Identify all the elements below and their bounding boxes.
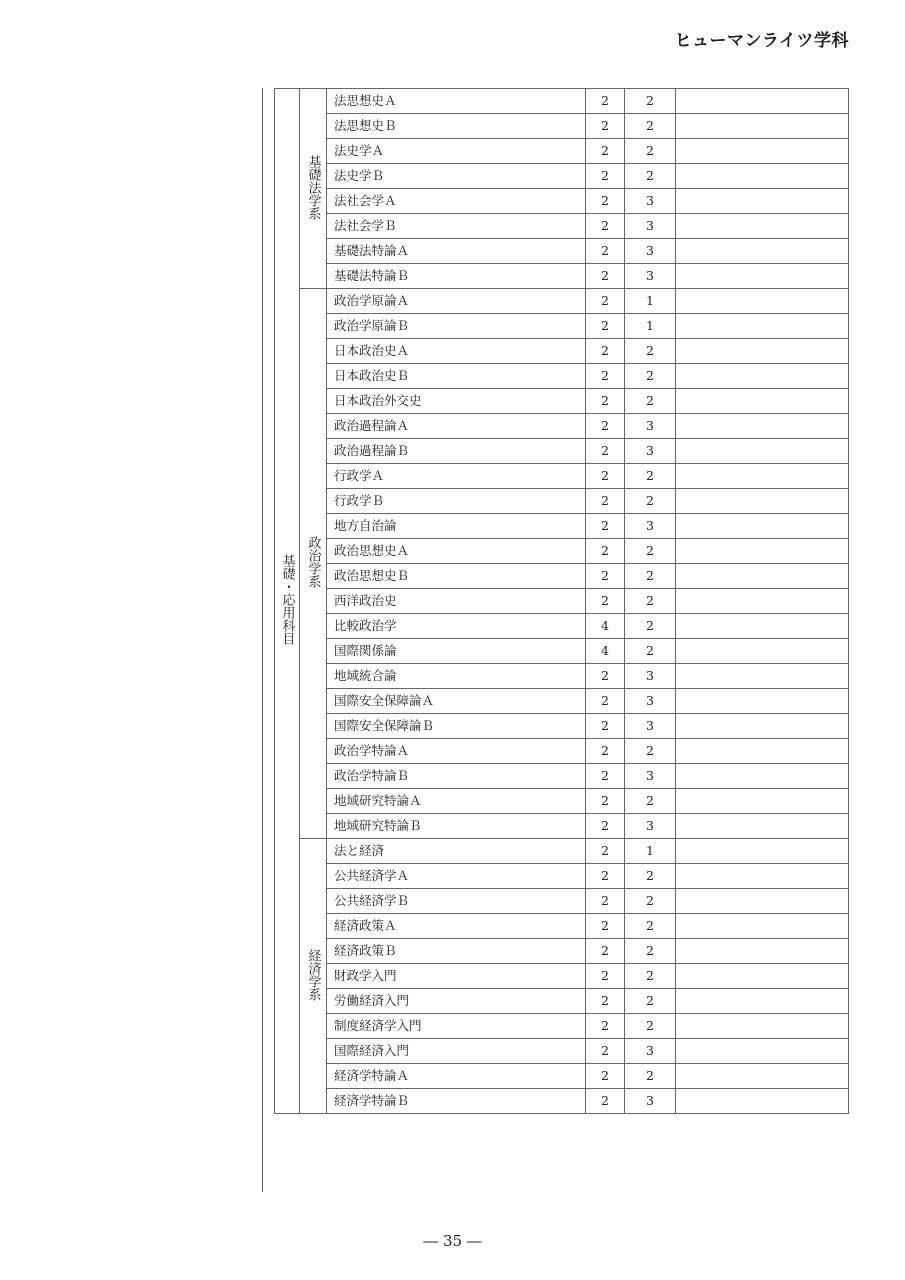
course-year: 3 bbox=[625, 189, 676, 214]
table-row bbox=[275, 239, 849, 264]
course-note bbox=[676, 414, 849, 439]
course-credits: 2 bbox=[586, 89, 625, 114]
course-credits: 2 bbox=[586, 289, 625, 314]
table-row bbox=[275, 614, 849, 639]
category-cell bbox=[275, 89, 300, 1114]
course-name: 政治学特論Ｂ bbox=[327, 764, 586, 789]
course-name: 経済政策Ａ bbox=[327, 914, 586, 939]
course-year: 2 bbox=[625, 564, 676, 589]
course-name: 経済学特論Ａ bbox=[327, 1064, 586, 1089]
course-year: 2 bbox=[625, 339, 676, 364]
table-row bbox=[275, 664, 849, 689]
course-credits: 2 bbox=[586, 939, 625, 964]
course-name: 法と経済 bbox=[327, 839, 586, 864]
course-credits: 2 bbox=[586, 564, 625, 589]
course-year: 3 bbox=[625, 439, 676, 464]
table-row bbox=[275, 389, 849, 414]
course-note bbox=[676, 364, 849, 389]
course-name: 政治学原論Ａ bbox=[327, 289, 586, 314]
course-name: 法史学Ｂ bbox=[327, 164, 586, 189]
course-year: 2 bbox=[625, 889, 676, 914]
course-year: 2 bbox=[625, 1014, 676, 1039]
table-row bbox=[275, 864, 849, 889]
course-name: 国際関係論 bbox=[327, 639, 586, 664]
course-note bbox=[676, 339, 849, 364]
course-credits: 2 bbox=[586, 964, 625, 989]
course-name: 政治思想史Ｂ bbox=[327, 564, 586, 589]
course-credits: 2 bbox=[586, 414, 625, 439]
table-row bbox=[275, 639, 849, 664]
course-year: 2 bbox=[625, 389, 676, 414]
course-credits: 2 bbox=[586, 739, 625, 764]
table-row bbox=[275, 464, 849, 489]
course-note bbox=[676, 439, 849, 464]
course-credits: 2 bbox=[586, 989, 625, 1014]
table-row bbox=[275, 889, 849, 914]
table-row bbox=[275, 89, 849, 114]
table-row bbox=[275, 839, 849, 864]
course-name: 日本政治外交史 bbox=[327, 389, 586, 414]
course-name: 政治思想史Ａ bbox=[327, 539, 586, 564]
course-year: 1 bbox=[625, 289, 676, 314]
table-row bbox=[275, 789, 849, 814]
course-year: 3 bbox=[625, 814, 676, 839]
course-year: 3 bbox=[625, 214, 676, 239]
course-name: 経済政策Ｂ bbox=[327, 939, 586, 964]
course-note bbox=[676, 939, 849, 964]
course-year: 2 bbox=[625, 114, 676, 139]
table-row bbox=[275, 939, 849, 964]
course-year: 3 bbox=[625, 1089, 676, 1114]
subcategory-label: 政治学系 bbox=[305, 536, 321, 589]
course-year: 3 bbox=[625, 764, 676, 789]
course-name: 地域研究特論Ｂ bbox=[327, 814, 586, 839]
course-year: 3 bbox=[625, 664, 676, 689]
course-credits: 2 bbox=[586, 764, 625, 789]
course-note bbox=[676, 589, 849, 614]
course-year: 1 bbox=[625, 839, 676, 864]
course-credits: 2 bbox=[586, 439, 625, 464]
course-credits: 2 bbox=[586, 814, 625, 839]
table-row bbox=[275, 914, 849, 939]
course-note bbox=[676, 89, 849, 114]
table-row bbox=[275, 189, 849, 214]
course-credits: 2 bbox=[586, 164, 625, 189]
course-credits: 2 bbox=[586, 589, 625, 614]
table-row bbox=[275, 314, 849, 339]
table-row bbox=[275, 739, 849, 764]
course-note bbox=[676, 1014, 849, 1039]
course-note bbox=[676, 839, 849, 864]
course-note bbox=[676, 764, 849, 789]
course-credits: 2 bbox=[586, 914, 625, 939]
page-header-title: ヒューマンライツ学科 bbox=[674, 31, 849, 51]
course-note bbox=[676, 389, 849, 414]
course-year: 2 bbox=[625, 964, 676, 989]
course-name: 財政学入門 bbox=[327, 964, 586, 989]
course-name: 政治学特論Ａ bbox=[327, 739, 586, 764]
course-name: 政治過程論Ｂ bbox=[327, 439, 586, 464]
course-credits: 2 bbox=[586, 139, 625, 164]
table-row bbox=[275, 564, 849, 589]
course-credits: 4 bbox=[586, 639, 625, 664]
course-credits: 2 bbox=[586, 314, 625, 339]
course-note bbox=[676, 114, 849, 139]
course-year: 2 bbox=[625, 164, 676, 189]
course-year: 2 bbox=[625, 989, 676, 1014]
course-year: 2 bbox=[625, 914, 676, 939]
table-row bbox=[275, 589, 849, 614]
course-note bbox=[676, 989, 849, 1014]
subcategory-label: 経済学系 bbox=[305, 948, 321, 1001]
course-credits: 2 bbox=[586, 1064, 625, 1089]
subcategory-cell bbox=[300, 89, 327, 289]
table-row bbox=[275, 1014, 849, 1039]
course-note bbox=[676, 564, 849, 589]
course-note bbox=[676, 739, 849, 764]
course-name: 政治過程論Ａ bbox=[327, 414, 586, 439]
course-credits: 2 bbox=[586, 789, 625, 814]
course-year: 2 bbox=[625, 139, 676, 164]
course-name: 行政学Ａ bbox=[327, 464, 586, 489]
course-credits: 2 bbox=[586, 214, 625, 239]
course-note bbox=[676, 239, 849, 264]
course-year: 3 bbox=[625, 1039, 676, 1064]
course-note bbox=[676, 139, 849, 164]
table-row bbox=[275, 289, 849, 314]
course-credits: 2 bbox=[586, 864, 625, 889]
course-credits: 2 bbox=[586, 239, 625, 264]
course-year: 3 bbox=[625, 514, 676, 539]
course-note bbox=[676, 1089, 849, 1114]
course-note bbox=[676, 264, 849, 289]
course-name: 公共経済学Ａ bbox=[327, 864, 586, 889]
course-name: 比較政治学 bbox=[327, 614, 586, 639]
course-note bbox=[676, 464, 849, 489]
course-name: 政治学原論Ｂ bbox=[327, 314, 586, 339]
table-row bbox=[275, 414, 849, 439]
course-credits: 2 bbox=[586, 264, 625, 289]
table-row bbox=[275, 964, 849, 989]
course-year: 2 bbox=[625, 614, 676, 639]
subcategory-cell bbox=[300, 839, 327, 1114]
course-note bbox=[676, 164, 849, 189]
course-note bbox=[676, 714, 849, 739]
course-year: 3 bbox=[625, 689, 676, 714]
course-name: 制度経済学入門 bbox=[327, 1014, 586, 1039]
course-credits: 2 bbox=[586, 714, 625, 739]
table-row bbox=[275, 439, 849, 464]
course-name: 基礎法特論Ｂ bbox=[327, 264, 586, 289]
course-year: 3 bbox=[625, 714, 676, 739]
course-credits: 2 bbox=[586, 839, 625, 864]
table-row bbox=[275, 814, 849, 839]
margin-rule bbox=[262, 88, 263, 1192]
course-year: 1 bbox=[625, 314, 676, 339]
table-row bbox=[275, 539, 849, 564]
course-note bbox=[676, 914, 849, 939]
course-year: 2 bbox=[625, 464, 676, 489]
table-row bbox=[275, 1089, 849, 1114]
table-row bbox=[275, 1064, 849, 1089]
course-year: 2 bbox=[625, 739, 676, 764]
course-credits: 2 bbox=[586, 889, 625, 914]
course-name: 国際経済入門 bbox=[327, 1039, 586, 1064]
table-row bbox=[275, 214, 849, 239]
course-name: 地域統合論 bbox=[327, 664, 586, 689]
course-year: 2 bbox=[625, 539, 676, 564]
course-name: 法社会学Ｂ bbox=[327, 214, 586, 239]
course-note bbox=[676, 689, 849, 714]
course-credits: 2 bbox=[586, 1089, 625, 1114]
course-name: 法社会学Ａ bbox=[327, 189, 586, 214]
course-name: 西洋政治史 bbox=[327, 589, 586, 614]
course-table bbox=[274, 88, 849, 1114]
table-row bbox=[275, 164, 849, 189]
course-note bbox=[676, 814, 849, 839]
course-name: 法史学Ａ bbox=[327, 139, 586, 164]
course-credits: 2 bbox=[586, 464, 625, 489]
course-name: 国際安全保障論Ｂ bbox=[327, 714, 586, 739]
subcategory-cell bbox=[300, 289, 327, 839]
course-note bbox=[676, 664, 849, 689]
table-row bbox=[275, 489, 849, 514]
table-row bbox=[275, 764, 849, 789]
course-note bbox=[676, 864, 849, 889]
course-name: 基礎法特論Ａ bbox=[327, 239, 586, 264]
table-row bbox=[275, 139, 849, 164]
course-note bbox=[676, 614, 849, 639]
course-note bbox=[676, 214, 849, 239]
course-name: 地方自治論 bbox=[327, 514, 586, 539]
table-row bbox=[275, 339, 849, 364]
course-year: 2 bbox=[625, 789, 676, 814]
course-note bbox=[676, 889, 849, 914]
table-row bbox=[275, 364, 849, 389]
course-note bbox=[676, 539, 849, 564]
course-year: 3 bbox=[625, 414, 676, 439]
course-name: 日本政治史Ｂ bbox=[327, 364, 586, 389]
course-credits: 4 bbox=[586, 614, 625, 639]
course-note bbox=[676, 289, 849, 314]
course-credits: 2 bbox=[586, 514, 625, 539]
course-name: 国際安全保障論Ａ bbox=[327, 689, 586, 714]
course-note bbox=[676, 639, 849, 664]
subcategory-label: 基礎法学系 bbox=[305, 154, 321, 220]
table-row bbox=[275, 989, 849, 1014]
course-year: 2 bbox=[625, 939, 676, 964]
course-name: 日本政治史Ａ bbox=[327, 339, 586, 364]
page-number: ― 35 ― bbox=[423, 1232, 482, 1250]
course-note bbox=[676, 789, 849, 814]
course-year: 2 bbox=[625, 1064, 676, 1089]
course-name: 労働経済入門 bbox=[327, 989, 586, 1014]
table-row bbox=[275, 714, 849, 739]
course-note bbox=[676, 964, 849, 989]
course-credits: 2 bbox=[586, 189, 625, 214]
course-note bbox=[676, 1064, 849, 1089]
table-row bbox=[275, 689, 849, 714]
course-credits: 2 bbox=[586, 389, 625, 414]
course-note bbox=[676, 1039, 849, 1064]
course-note bbox=[676, 514, 849, 539]
course-note bbox=[676, 189, 849, 214]
course-credits: 2 bbox=[586, 539, 625, 564]
course-name: 行政学Ｂ bbox=[327, 489, 586, 514]
course-note bbox=[676, 489, 849, 514]
course-credits: 2 bbox=[586, 114, 625, 139]
table-row bbox=[275, 514, 849, 539]
course-credits: 2 bbox=[586, 489, 625, 514]
course-credits: 2 bbox=[586, 689, 625, 714]
course-year: 2 bbox=[625, 639, 676, 664]
course-year: 2 bbox=[625, 364, 676, 389]
course-name: 地域研究特論Ａ bbox=[327, 789, 586, 814]
course-year: 2 bbox=[625, 864, 676, 889]
table-row bbox=[275, 264, 849, 289]
course-table-body bbox=[275, 89, 849, 1114]
course-year: 2 bbox=[625, 589, 676, 614]
course-credits: 2 bbox=[586, 1014, 625, 1039]
course-name: 公共経済学Ｂ bbox=[327, 889, 586, 914]
course-year: 3 bbox=[625, 264, 676, 289]
course-name: 法思想史Ｂ bbox=[327, 114, 586, 139]
course-year: 2 bbox=[625, 489, 676, 514]
table-row bbox=[275, 114, 849, 139]
course-note bbox=[676, 314, 849, 339]
category-label: 基礎・応用科目 bbox=[279, 554, 295, 646]
course-credits: 2 bbox=[586, 364, 625, 389]
course-credits: 2 bbox=[586, 664, 625, 689]
course-name: 法思想史Ａ bbox=[327, 89, 586, 114]
course-credits: 2 bbox=[586, 339, 625, 364]
course-year: 3 bbox=[625, 239, 676, 264]
course-credits: 2 bbox=[586, 1039, 625, 1064]
course-name: 経済学特論Ｂ bbox=[327, 1089, 586, 1114]
table-row bbox=[275, 1039, 849, 1064]
course-year: 2 bbox=[625, 89, 676, 114]
